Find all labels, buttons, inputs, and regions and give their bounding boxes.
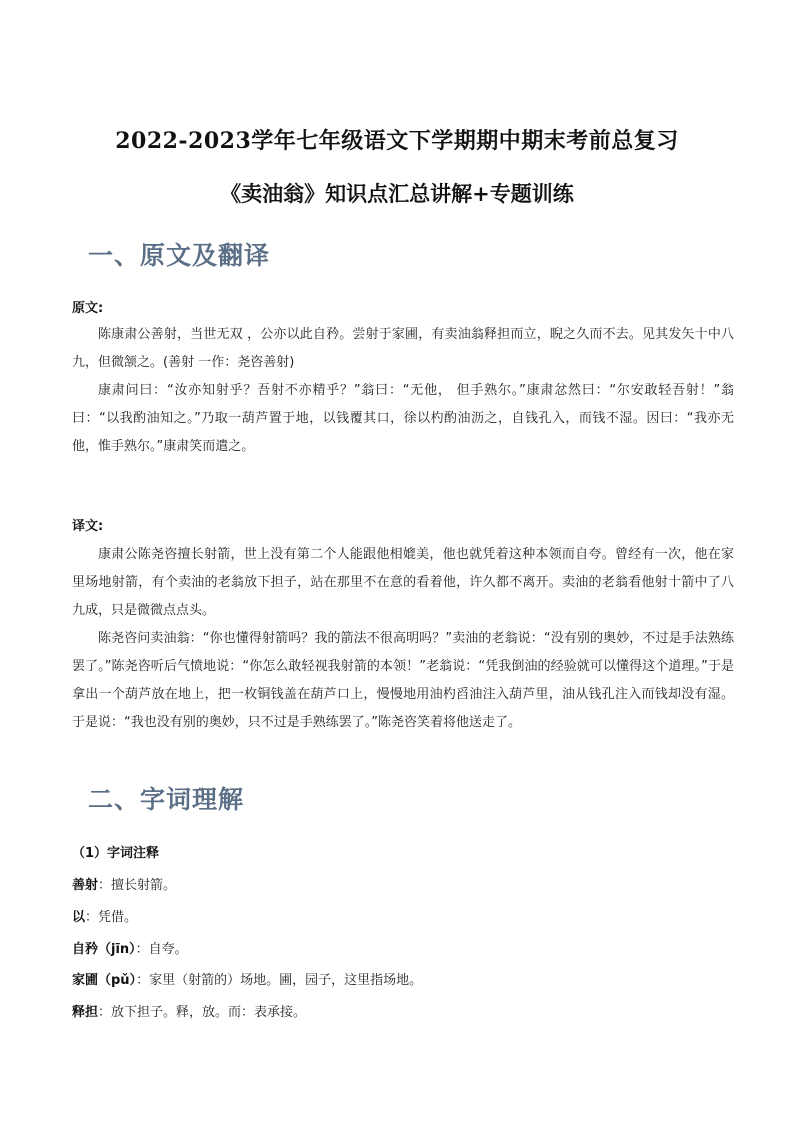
vocabulary-term: 自矜（jīn） (72, 942, 136, 957)
vocabulary-definition: ：凭借。 (85, 910, 138, 925)
vocabulary-definition: ：家里（射箭的）场地。圃，园子，这里指场地。 (136, 973, 423, 988)
document-subtitle: 《卖油翁》知识点汇总讲解+专题训练 (220, 181, 574, 206)
vocabulary-definition: ：擅长射箭。 (98, 878, 177, 893)
original-paragraph-2: 康肃问曰：“汝亦知射乎？吾射不亦精乎？”翁曰：“无他， 但手熟尔。”康肃忿然曰：“尔安敢轻吾射！”翁曰：“以我酌油知之。”乃取一葫芦置于地，以钱覆其口，徐以杓酌油沥之，自钱孔入，而钱不湿。因曰：“我亦无他，惟手熟尔。”康肃笑而遣之。 (72, 383, 734, 454)
vocabulary-definition: ：放下担子。释，放。而：表承接。 (98, 1005, 307, 1020)
document-title: 2022-2023学年七年级语文下学期期中期末考前总复习 (115, 128, 679, 154)
vocabulary-item (72, 969, 422, 988)
vocabulary-term: 释担 (72, 1005, 99, 1020)
translation-paragraph-1: 康肃公陈尧咨擅长射箭，世上没有第二个人能跟他相媲美，他也就凭着这种本领而自夸。曾经有一次，他在家里场地射箭，有个卖油的老翁放下担子，站在那里不在意的看着他，许久都不离开。卖油的老翁看他射十箭中了八九成，只是微微点点头。 (72, 547, 734, 618)
original-paragraph-1: 陈康肃公善射，当世无双 ，公亦以此自矜。尝射于家圃，有卖油翁释担而立，睨之久而不去。见其发矢十中八九，但微颔之。(善射 一作：尧咨善射) (72, 327, 734, 370)
translation-label: 译文: (72, 519, 104, 534)
section-heading-vocabulary: 二、字词理解 (88, 785, 245, 814)
original-label: 原文: (72, 301, 104, 316)
translation-paragraph-2: 陈尧咨问卖油翁：“你也懂得射箭吗？我的箭法不很高明吗？”卖油的老翁说：“没有别的奥妙，不过是手法熟练罢了。”陈尧咨听后气愤地说：“你怎么敢轻视我射箭的本领！”老翁说：“凭我倒油的经验就可以懂得这个道理。”于是拿出一个葫芦放在地上，把一枚铜钱盖在葫芦口上，慢慢地用油杓舀油注入葫芦里，油从钱孔注入而钱却没有湿。于是说：“我也没有别的奥妙，只不过是手熟练罢了。”陈尧咨笑着将他送走了。 (72, 631, 734, 730)
vocabulary-item (72, 874, 176, 893)
section-heading-original: 一、原文及翻译 (88, 241, 271, 270)
vocabulary-subheading: （1）字词注释 (72, 846, 160, 861)
vocabulary-term: 家圃（pǔ） (72, 973, 137, 988)
vocabulary-term: 善射 (72, 878, 99, 893)
vocabulary-item (72, 1001, 306, 1020)
vocabulary-definition: ：自夸。 (135, 942, 188, 957)
vocabulary-item (72, 906, 137, 925)
vocabulary-item (72, 938, 188, 957)
vocabulary-term: 以 (72, 910, 86, 925)
